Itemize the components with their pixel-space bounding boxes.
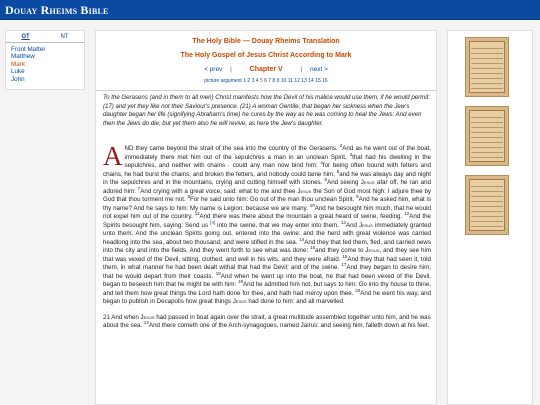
- prev-link[interactable]: < prev: [204, 66, 223, 73]
- picture-link-7[interactable]: 7: [268, 78, 272, 84]
- verse-7: And crying with a great voice, said: what to me and thee: [140, 187, 298, 195]
- verse-13: And: [345, 221, 359, 229]
- verse-21: had passed in boat again over the strait, a great multitude assembled together unto him, and he was about the sea.: [103, 313, 431, 330]
- verse-20: And he went his way, and began to publish in Decapolis how great things: [103, 289, 431, 306]
- name-jesus: Jesus: [360, 179, 375, 187]
- verse-5: and he was always day and night in the sepulchres and in the mountains, crying and cutting himself with stones.: [103, 170, 431, 187]
- book-mark[interactable]: Mark: [11, 60, 25, 68]
- verse-12: And the Spirits besought him, saying: Send us: [103, 213, 431, 229]
- name-jesus: Jesus: [358, 221, 373, 229]
- nav-separator: |: [300, 66, 303, 73]
- book-front-matter[interactable]: Front Matter: [11, 46, 46, 53]
- site-title[interactable]: Douay Rheims Bible: [5, 3, 109, 17]
- footnote-ref[interactable]: [4]: [210, 219, 216, 225]
- tab-ot[interactable]: OT: [21, 34, 30, 40]
- book-list: [6, 43, 84, 83]
- picture-link-11[interactable]: 11: [287, 78, 293, 84]
- verse-10: And he besought him much, that he would not expel him out of the country.: [103, 204, 431, 221]
- name-jesus: Jesus: [365, 247, 380, 255]
- tab-nt[interactable]: NT: [60, 34, 69, 40]
- verse-8: For he said unto him: Go out of the man thou unclean Spirit.: [189, 196, 357, 204]
- verse-14: And they that fed them, fled, and carried news into the city and into the fields. And they went forth to see what was done:: [103, 238, 431, 255]
- verse-19: And he admitted him not, but says to him: Go into thy house to thine, and tell them how great things the Lord hath done for thee, and hath had mercy upon thee.: [103, 281, 431, 297]
- thumbnail-page-1[interactable]: [465, 37, 509, 97]
- picture-link-4[interactable]: 4: [255, 78, 259, 84]
- picture-link-2[interactable]: 2: [247, 78, 251, 84]
- picture-link-6[interactable]: 6: [264, 78, 267, 84]
- main-content: [95, 30, 437, 405]
- chapter-text-continued: 21 And when Jesus had passed in boat again over the strait, a great multitude assembled together unto him, and he was about the sea. $^{22}$And there cometh one of the Arch-synagogues, named Jairus: and seeing him, falleth down at his feet.: [103, 313, 431, 330]
- picture-link-1[interactable]: 1: [243, 78, 246, 84]
- chapter-summary: To the Gerasens (and in them to all men) Christ manifests how the Devil of his malice would use them, if he would permit: (17) and yet they like not their Saviour's presence. (21) A woman Gentile, that began her sickness when the Jew's daughter began her life (signifying Abraham's time) he cures by the way as he was coming to heal the Jews: And even then the Jews do die; but yet them also he will revive, as here the Jew's daughter.: [103, 94, 430, 127]
- nav-separator: |: [230, 66, 232, 73]
- verse-18: And when he went up into the boat, he that had been vexed of the Devil, began to beseech him that he might be with him:: [103, 272, 431, 289]
- chapter-text: A ND they came beyond the strait of the sea into the country of the Gerasens. $^2$And as he went out of the boat, immediately there met him out of the sepulchres a man in an unclean Spirit, $^3$that had his dwelling in the sepulchres, and neither with chains · could any man now bind him: $^4$for being often bound with fetters and chains, he had burst the chains, and broken the fetters, and nobody could tame him. $^5$and he was always day and night in the sepulchres and in the mountains, crying and cutting himself with stones. $^6$And seeing Jesus afar off, he ran and adored him: $^7$And crying with a great voice, said: what to me and thee Jesus the Son of God most high: I adjure thee by God that thou torment me not. $^8$For he said unto him: Go out of the man thou unclean Spirit. $^9$And he asked him, what is thy name? And he says to him: My name is Legion: because we are many. $^{10}$And he besought him much, that he would not expel him out of the country. $^{11}$And there was there about the mountain a great heard of swine, feeding. $^{12}$And the Spirits besought him, saying: Send us [4] into the swine, that we may enter into them. $^{13}$And Jesus immediately granted unto them. And the unclean Spirits going out, entered into the swine: and the herd with great violence was carried headlong into the sea, about two thousand, and were stifled in the sea. $^{14}$And they that fed them, fled, and carried news into the city and into the fields. And they went forth to see what was done: $^{15}$and they come to Jesus, and they see him that was vexed of the Devil, sitting, clothed, and well in his wits. and they were afraid. $^{16}$And they that had seen it, told them, in what manner he had been dealt withal that had the Devil; and of the swine. $^{17}$And they began to desire him, that he would depart from their coasts. $^{18}$And when he went up into the boat, he that had been vexed of the Devil, began to beseech him that he might be with him: $^{19}$And he admitted him not, but says to him: Go into thy house to thine, and tell them how great things the Lord hath done for thee, and hath had mercy upon thee. $^{20}$And he went his way, and began to publish in Decapolis how great things Jesus had done to him: and all marvelled.: [103, 141, 432, 306]
- gospel-title: The Holy Gospel of Jesus Christ According to Mark: [180, 52, 352, 59]
- picture-link-12[interactable]: 12: [294, 78, 300, 84]
- verse-11: And there was there about the mountain a great heard of swine, feeding.: [199, 213, 405, 221]
- name-jesus: Jesus: [140, 313, 155, 321]
- thumbnail-page-2[interactable]: [465, 106, 509, 166]
- verse-17: And they began to desire him, that he would depart from their coasts.: [103, 264, 431, 280]
- name-jesus: Jesus: [297, 187, 312, 195]
- picture-link-16[interactable]: 16: [322, 78, 328, 84]
- testament-tabs: [6, 31, 84, 43]
- verse-22: And there cometh one of the Arch-synagogues, named Jairus: and seeing him, falleth down at his feet.: [148, 322, 430, 330]
- verse-2: And as he went out of the boat, immediately there met him out of the sepulchres a man in an unclean Spirit,: [124, 145, 431, 161]
- bible-title: The Holy Bible — Douay Rheims Translation: [192, 38, 340, 45]
- name-jesus: Jesus: [232, 298, 247, 306]
- picture-argument-nav: [96, 78, 436, 84]
- chapter-nav: [96, 66, 436, 73]
- picture-argument-label: picture argument: [204, 78, 242, 84]
- verse-16: And they that had seen it, told them, in what manner he had been dealt withal that had the Devil; and of the swine.: [103, 255, 431, 272]
- page-thumbnails: [447, 30, 533, 405]
- picture-link-13[interactable]: 13: [301, 78, 307, 84]
- verse-6: And seeing: [327, 179, 361, 187]
- book-matthew[interactable]: Matthew: [11, 53, 35, 61]
- verse-3: that had his dwelling in the sepulchres, and neither with chains · could any man now bind him:: [124, 153, 431, 170]
- verse-1: ND they came beyond the strait of the sea into the country of the Gerasens.: [124, 145, 340, 153]
- picture-link-14[interactable]: 14: [308, 78, 314, 84]
- thumbnail-page-3[interactable]: [465, 175, 509, 235]
- top-bar: [0, 0, 540, 20]
- verse-9: And he asked him, what is thy name? And he says to him: My name is Legion: because we are many.: [103, 196, 431, 212]
- book-john[interactable]: John: [11, 75, 25, 83]
- picture-link-9[interactable]: 9: [276, 78, 280, 84]
- sidebar: [5, 30, 85, 90]
- next-link[interactable]: next >: [310, 66, 328, 73]
- verse-21-number: 21: [103, 313, 112, 321]
- picture-link-15[interactable]: 15: [315, 78, 321, 84]
- picture-link-8[interactable]: 8: [272, 78, 276, 84]
- chapter-label: Chapter V: [249, 66, 283, 73]
- picture-link-5[interactable]: 5: [259, 78, 263, 84]
- verse-15: and they come to: [315, 247, 366, 255]
- picture-link-3[interactable]: 3: [251, 78, 255, 84]
- book-luke[interactable]: Luke: [11, 68, 25, 76]
- drop-cap: A: [103, 141, 123, 172]
- verse-4: for being often bound with fetters and chains, he had burst the chains, and broken the fetters, and nobody could tame him.: [103, 162, 431, 178]
- picture-link-10[interactable]: 10: [280, 78, 287, 84]
